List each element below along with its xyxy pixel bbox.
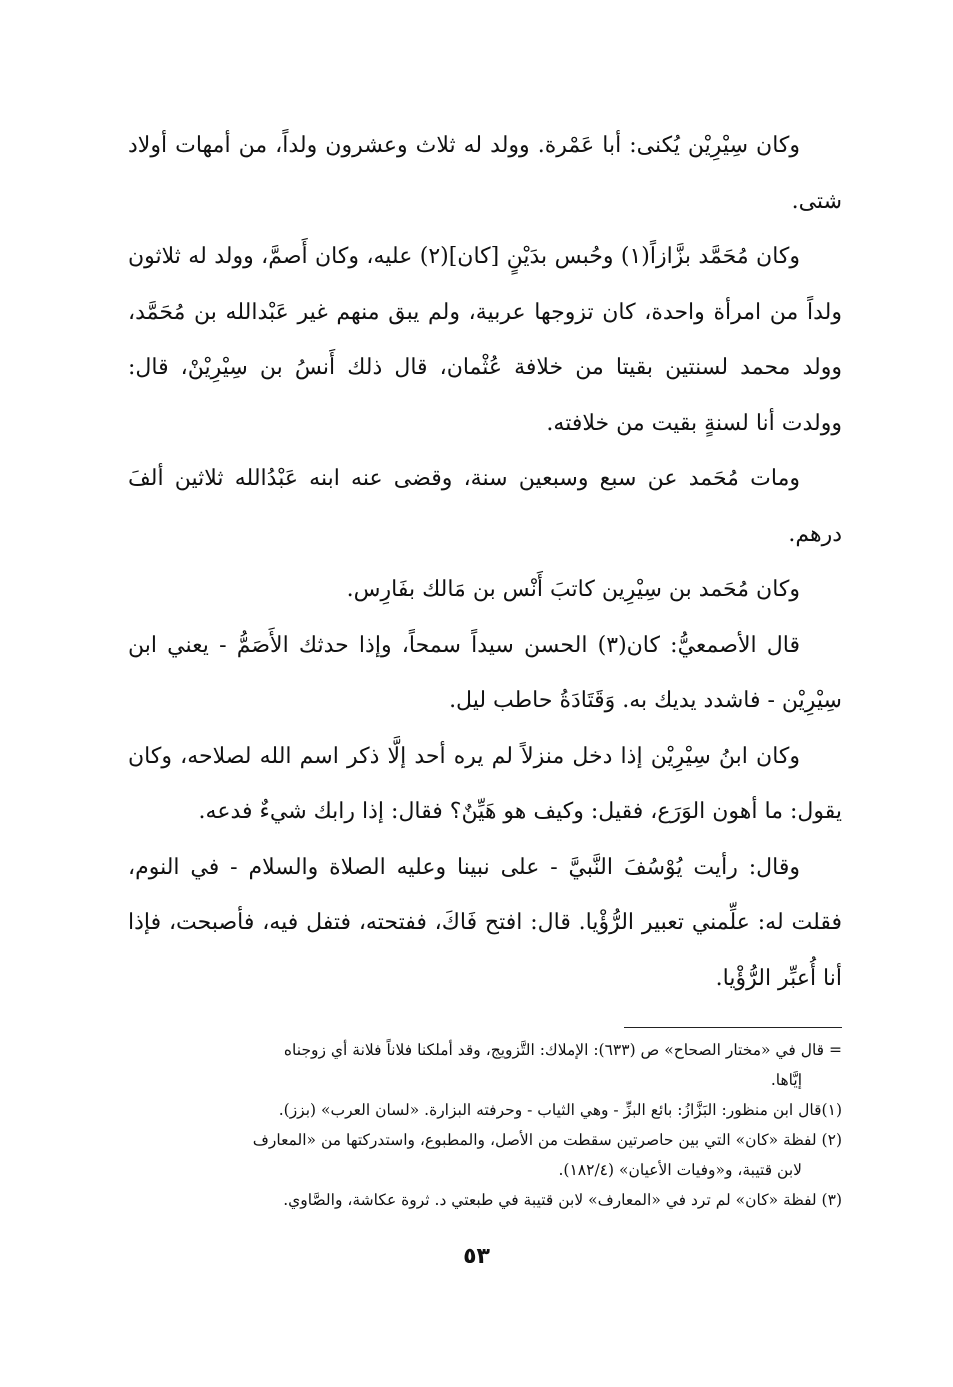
paragraph: وكان سِيْرِيْن يُكنى: أبا عَمْرة. وولد له ثلاث وعشرون ولداً، من أمهات أولاد شتى. (128, 133, 842, 214)
paragraph: وقال: رأيت يُوْسُفَ النَّبيَّ - على نبينا وعليه الصلاة والسلام - في النوم، فقلت له: علِّمني تعبير الرُّؤْيا. قال: افتح فَاكَ، ففتحته، فتفل فيه، فأصبحت، فإذا أنا أُعبِّر الرُّؤْيا. (128, 854, 842, 991)
paragraph: وكان مُحَمَّد بزَّازاً(١) وحُبس بدَيْنٍ [كان](٢) عليه، وكان أَصمَّ، وولد له ثلاثون ولداً من امرأة واحدة، كان تزوجها عربية، ولم يبق منهم غير عَبْدالله بن مُحَمَّد، وولد محمد لسنتين بقيتا من خلافة عُثْمان، قال ذلك أَنسُ بن سِيْرِيْنْ، قال: وولدت أنا لسنةٍ بقيت من خلافته. (128, 244, 842, 436)
footnote-separator (624, 1027, 842, 1028)
page-number: ٥٣ (463, 1244, 490, 1269)
paragraph: وكان مُحَمد بن سِيْرِين كاتبَ أَنْس بن مَالك بفَارِس. (346, 577, 800, 602)
paragraph: قال الأصمعيُّ: كان(٣) الحسن سيداً سمحاً، وإذا حدثك الأَصَمُّ - يعني ابن سِيْرِيْن - فاشدد يديك به. وَقَتَادَةُ حاطب ليل. (128, 632, 842, 713)
footnote-continuation: = قال في «مختار الصحاح» ص (٦٣٣): الإملاك: التَّزويج، وقد أملكنا فلاناً فلانة أي زوجناه (283, 1041, 842, 1059)
footnote-continuation-end: إيَّاها. (770, 1071, 802, 1089)
main-text-block (128, 118, 842, 1006)
paragraph: ومات مُحَمد عن سبع وسبعين سنة، وقضى عنه ابنه عَبْدُالله ثلاثين ألفَ درهم. (128, 466, 842, 547)
footnote-1: (١)قال ابن منظور: البَزَّازُ: بائع البزِّ - وهي الثياب - وحرفته البزارة. «لسان العرب» (بزز). (278, 1101, 842, 1119)
paragraph: وكان ابنُ سِيْرِيْن إذا دخل منزلاً لم يره أحد إلَّا ذكر اسم الله لصلاحه، وكان يقول: ما أهون الوَرَع، فقيل: وكيف هو هَيِّنٌ؟ فقال: إذا رابك شيءٌ فدعه. (128, 743, 842, 824)
footnotes-block (128, 1035, 842, 1215)
footnote-2: (٢) لفظة «كان» التي بين حاصرتين سقطت من الأصل، والمطبوع، واستدركتها من «المعارف (252, 1131, 842, 1149)
footnote-2-continuation: لابن قتيبة، و«وفيات الأعيان» (١٨٢/٤). (558, 1161, 802, 1179)
footnote-3: (٣) لفظة «كان» لم ترد في «المعارف» لابن قتيبة في طبعتي د. ثروة عكاشة، والصَّاوي. (283, 1191, 842, 1209)
